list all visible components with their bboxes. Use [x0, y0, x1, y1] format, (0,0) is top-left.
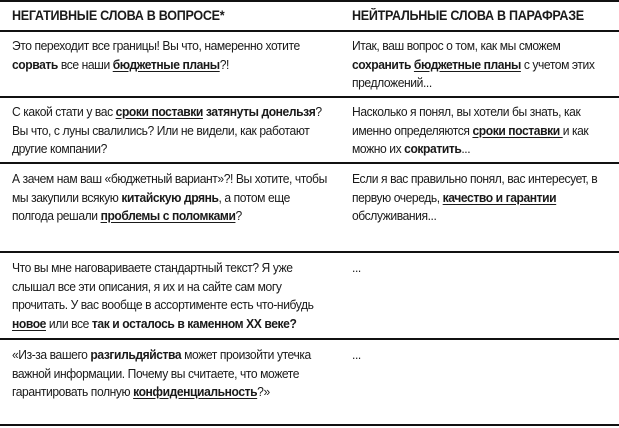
bold-keyword: сократить: [404, 141, 462, 156]
emphasized-keyword: новое: [12, 315, 46, 331]
row-rule: [0, 251, 619, 253]
emphasized-keyword: бюджетные планы: [413, 56, 521, 72]
emphasized-keyword: конфиденциальность: [133, 384, 258, 399]
bold-keyword: так и осталось в каменном XX веке?: [91, 315, 297, 331]
neutral-paraphrase: ...: [352, 347, 361, 362]
table-top-rule: [0, 0, 619, 2]
negative-question: «Из-за вашего разгильдяйства может произойти утечка важной информации. Почему вы считаете, что можете гарантировать полную конфиденциальность?»: [12, 347, 311, 399]
emphasized-keyword: бюджетные планы: [112, 56, 220, 72]
negative-question: А зачем нам ваш «бюджетный вариант»?! Вы хотите, чтобы мы закупили всякую китайскую дрянь, а потом еще полгода решали проблемы с поломками?: [12, 171, 327, 223]
emphasized-keyword: качество и гарантии: [442, 189, 557, 205]
row-rule: [0, 96, 619, 98]
neutral-paraphrase: Итак, ваш вопрос о том, как мы сможем сохранить бюджетные планы с учетом этих предложений...: [352, 38, 595, 90]
bold-keyword: сохранить: [352, 56, 411, 72]
bold-keyword: сорвать: [12, 56, 58, 72]
header-neutral-words: НЕЙТРАЛЬНЫЕ СЛОВА В ПАРАФРАЗЕ: [352, 8, 584, 23]
header-rule: [0, 30, 619, 32]
neutral-paraphrase: ...: [352, 260, 361, 275]
negative-question: Что вы мне наговариваете стандартный текст? Я уже слышал все эти описания, я их и на сайте сам могу прочитать. У вас вообще в ассортименте есть что-нибудь новое или все так и осталось в каменном XX веке?: [12, 260, 314, 331]
negative-question: С какой стати у вас сроки поставки затянуты донельзя? Вы что, с луны свалились? Или не видели, как работают другие компании?: [12, 104, 322, 156]
emphasized-keyword: проблемы с поломками: [100, 208, 236, 223]
table-bottom-rule: [0, 424, 619, 426]
row-rule: [0, 338, 619, 340]
row-rule: [0, 162, 619, 164]
bold-keyword: затянуты донельзя: [205, 104, 316, 119]
bold-keyword: разгильдяйства: [90, 347, 182, 362]
emphasized-keyword: сроки поставки: [472, 122, 563, 138]
header-negative-words: НЕГАТИВНЫЕ СЛОВА В ВОПРОСЕ*: [12, 8, 225, 23]
negative-question: Это переходит все границы! Вы что, намеренно хотите сорвать все наши бюджетные планы?!: [12, 38, 300, 72]
neutral-paraphrase: Если я вас правильно понял, вас интересует, в первую очередь, качество и гарантии обслуживания...: [352, 171, 598, 223]
emphasized-keyword: сроки поставки: [115, 104, 203, 119]
bold-keyword: китайскую дрянь: [121, 189, 219, 205]
neutral-paraphrase: Насколько я понял, вы хотели бы знать, как именно определяются сроки поставки и как можно их сократить...: [352, 104, 589, 156]
